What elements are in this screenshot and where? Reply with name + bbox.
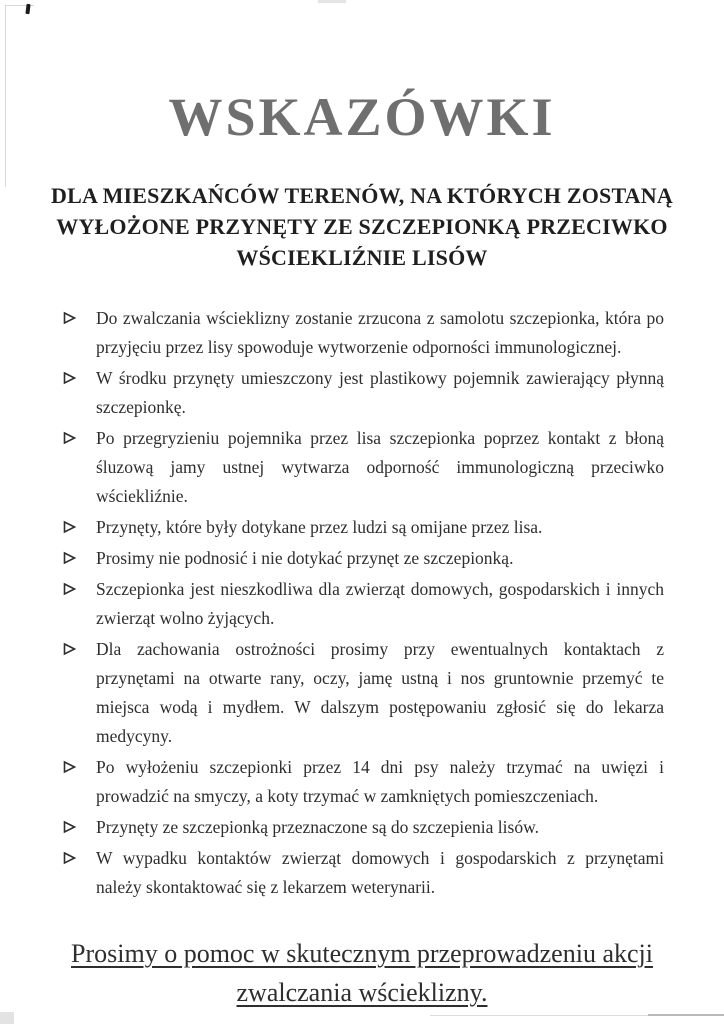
right-arrowhead-icon bbox=[62, 813, 96, 842]
scan-artifact-bottom-line bbox=[430, 1015, 650, 1016]
list-item-text: Przynęty ze szczepionką przeznaczone są do szczepienia lisów. bbox=[96, 816, 539, 837]
scan-artifact-smudge bbox=[318, 0, 346, 3]
right-arrowhead-icon bbox=[62, 364, 96, 422]
scan-artifact-corner-line bbox=[5, 5, 6, 187]
list-item bbox=[62, 364, 664, 422]
list-item bbox=[62, 844, 664, 902]
list-item bbox=[62, 513, 664, 542]
bullet-list bbox=[62, 304, 664, 902]
page-title: WSKAZÓWKI bbox=[168, 87, 556, 147]
list-item-text: W wypadku kontaktów zwierząt domowych i gospodarskich z przynętami należy skontaktować się z lekarzem weterynarii. bbox=[96, 847, 664, 897]
right-arrowhead-icon bbox=[62, 304, 96, 362]
right-arrowhead-icon bbox=[62, 753, 96, 811]
list-item-text: Prosimy nie podnosić i nie dotykać przynęt ze szczepionką. bbox=[96, 547, 514, 568]
list-item-text: Dla zachowania ostrożności prosimy przy ewentualnych kontaktach z przynętami na otwarte rany, oczy, jamę ustną i nos gruntownie przemyć te miejsca wodą i mydłem. W dalszym postępowaniu zgłosić się do lekarza medycyny. bbox=[96, 638, 664, 746]
list-item bbox=[62, 575, 664, 633]
list-item bbox=[62, 753, 664, 811]
list-item-text: W środku przynęty umieszczony jest plastikowy pojemnik zawierający płynną szczepionkę. bbox=[96, 367, 664, 417]
list-item-text: Szczepionka jest nieszkodliwa dla zwierząt domowych, gospodarskich i innych zwierząt wolno żyjących. bbox=[96, 578, 664, 628]
list-item-text: Przynęty, które były dotykane przez ludzi są omijane przez lisa. bbox=[96, 516, 543, 537]
scan-artifact-bottom-line bbox=[648, 1014, 724, 1016]
list-item bbox=[62, 304, 664, 362]
right-arrowhead-icon bbox=[62, 424, 96, 511]
list-item bbox=[62, 424, 664, 511]
list-item-text: Po przegryzieniu pojemnika przez lisa szczepionka poprzez kontakt z błoną śluzową jamy ustnej wytwarza odporność immunologiczną przeciwko wściekliźnie. bbox=[96, 427, 664, 506]
list-item bbox=[62, 813, 664, 842]
scan-artifact-corner-shadow bbox=[0, 1012, 14, 1024]
footer-appeal: Prosimy o pomoc w skutecznym przeprowadzeniu akcji zwalczania wścieklizny. bbox=[71, 938, 653, 1007]
right-arrowhead-icon bbox=[62, 575, 96, 633]
list-item-text: Do zwalczania wścieklizny zostanie zrzucona z samolotu szczepionka, która po przyjęciu przez lisy spowoduje wytworzenie odporności immunologicznej. bbox=[96, 307, 664, 357]
scan-artifact-ink-mark bbox=[25, 4, 30, 14]
right-arrowhead-icon bbox=[62, 635, 96, 751]
right-arrowhead-icon bbox=[62, 513, 96, 542]
list-item bbox=[62, 635, 664, 751]
right-arrowhead-icon bbox=[62, 544, 96, 573]
list-item-text: Po wyłożeniu szczepionki przez 14 dni psy należy trzymać na uwięzi i prowadzić na smyczy, a koty trzymać w zamkniętych pomieszczeniach. bbox=[96, 756, 664, 806]
list-item bbox=[62, 544, 664, 573]
right-arrowhead-icon bbox=[62, 844, 96, 902]
page-subtitle: DLA MIESZKAŃCÓW TERENÓW, NA KTÓRYCH ZOSTANĄ WYŁOŻONE PRZYNĘTY ZE SZCZEPIONKĄ PRZECIWKO WŚCIEKLIŹNIE LISÓW bbox=[51, 183, 673, 271]
